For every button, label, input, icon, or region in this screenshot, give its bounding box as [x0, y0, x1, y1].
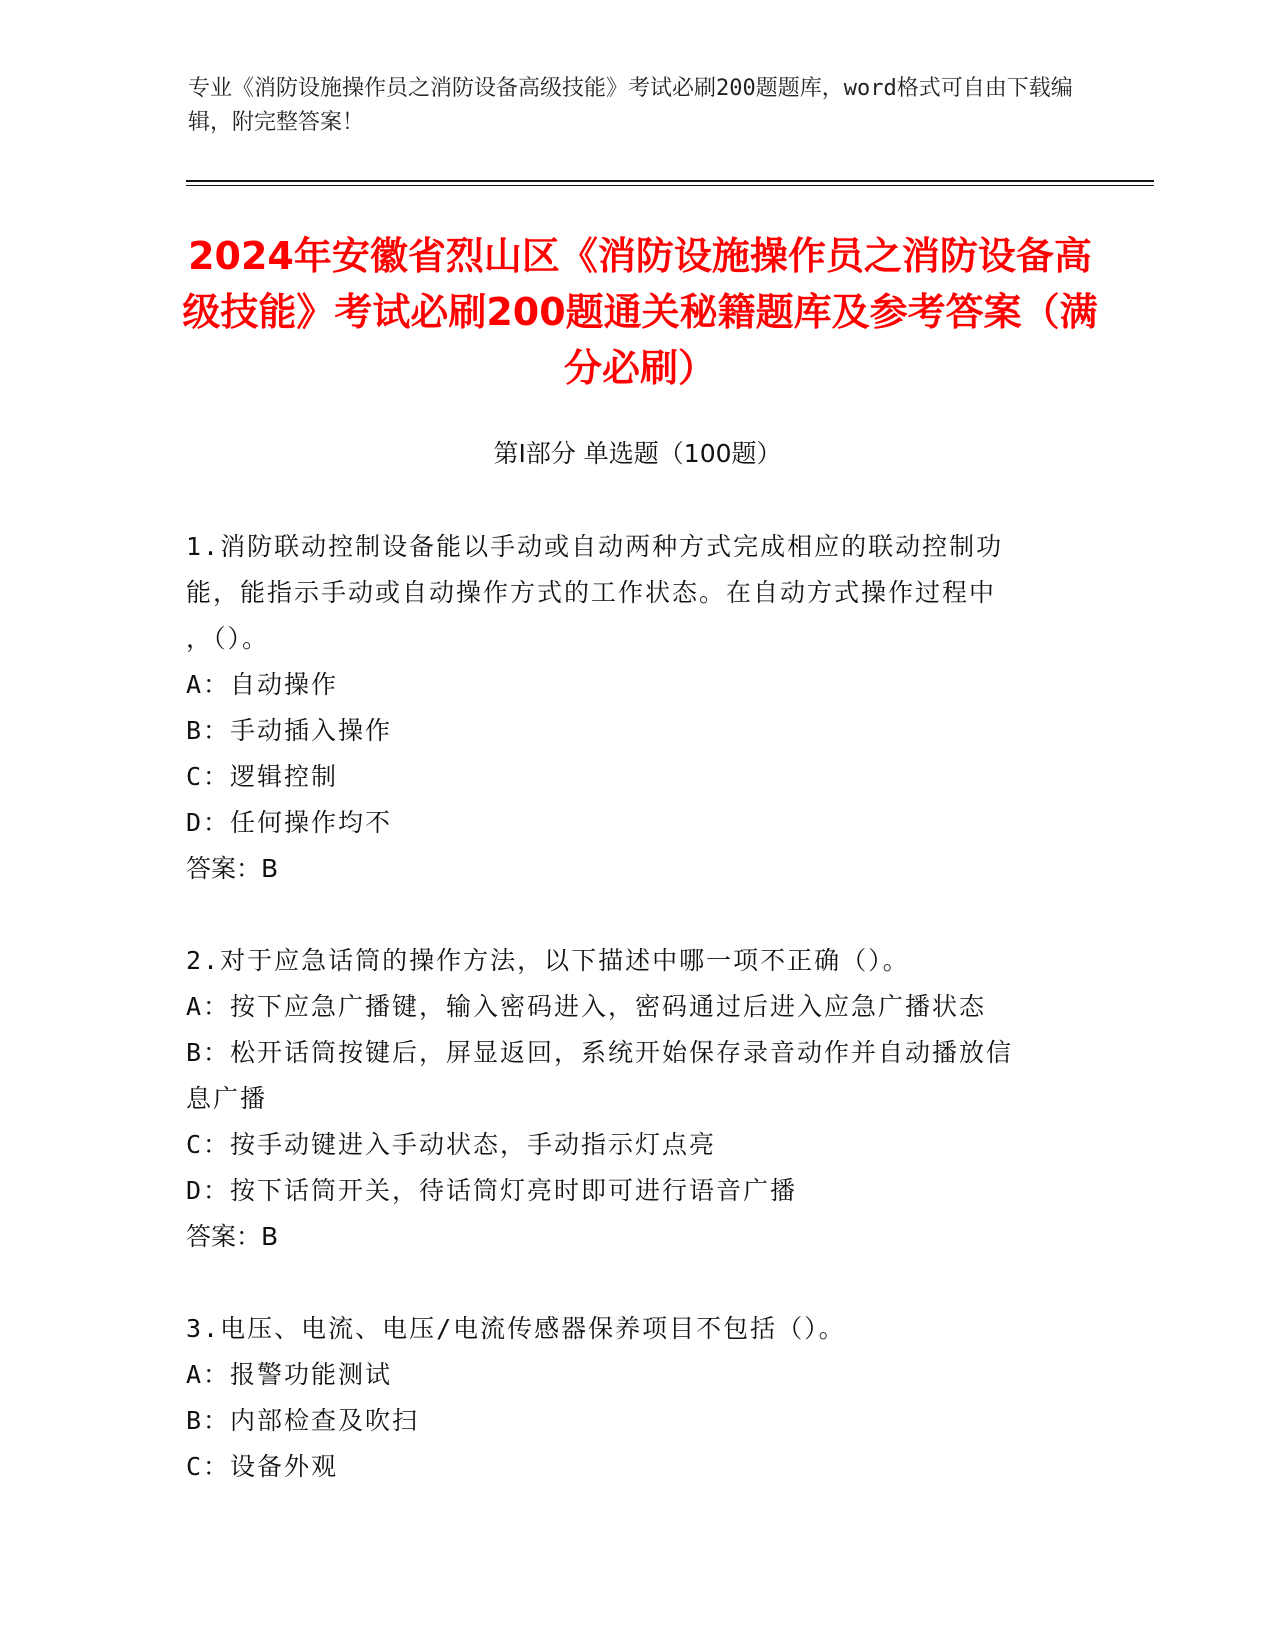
answer-option: B：松开话筒按键后，屏显返回，系统开始保存录音动作并自动播放信	[186, 1038, 1014, 1067]
question-item	[186, 1306, 1086, 1490]
answer-option: A：报警功能测试	[186, 1360, 393, 1389]
question-item	[186, 524, 1086, 892]
document-title: 2024年安徽省烈山区《消防设施操作员之消防设备高级技能》考试必刷200题通关秘籍题库及参考答案（满分必刷）	[182, 234, 1098, 390]
question-item	[186, 938, 1086, 1260]
header-note: 专业《消防设施操作员之消防设备高级技能》考试必刷200题题库，word格式可自由下载编辑，附完整答案！	[188, 76, 1073, 135]
answer-key: 答案：B	[186, 854, 279, 883]
question-stem-line: 1.消防联动控制设备能以手动或自动两种方式完成相应的联动控制功	[186, 532, 1004, 561]
answer-option: B：手动插入操作	[186, 716, 393, 745]
answer-option: C：设备外观	[186, 1452, 339, 1481]
answer-option: A：自动操作	[186, 670, 339, 699]
question-stem-line: 2.对于应急话筒的操作方法，以下描述中哪一项不正确（）。	[186, 946, 910, 975]
answer-option: D：任何操作均不	[186, 808, 393, 837]
question-stem-line: 3.电压、电流、电压/电流传感器保养项目不包括（）。	[186, 1314, 846, 1343]
header-rule-thick	[186, 180, 1154, 182]
answer-option: A：按下应急广播键，输入密码进入，密码通过后进入应急广播状态	[186, 992, 987, 1021]
question-stem-line: 能，能指示手动或自动操作方式的工作状态。在自动方式操作过程中	[186, 578, 997, 607]
answer-option: C：逻辑控制	[186, 762, 339, 791]
section-title: 第I部分 单选题（100题）	[493, 439, 782, 468]
question-stem-line: ，（）。	[186, 624, 270, 653]
answer-option: C：按手动键进入手动状态，手动指示灯点亮	[186, 1130, 717, 1159]
question-list	[186, 524, 1086, 1536]
answer-key: 答案：B	[186, 1222, 279, 1251]
answer-option: 息广播	[186, 1084, 268, 1113]
header-rule-thin	[186, 185, 1154, 186]
answer-option: D：按下话筒开关，待话筒灯亮时即可进行语音广播	[186, 1176, 798, 1205]
answer-option: B：内部检查及吹扫	[186, 1406, 420, 1435]
